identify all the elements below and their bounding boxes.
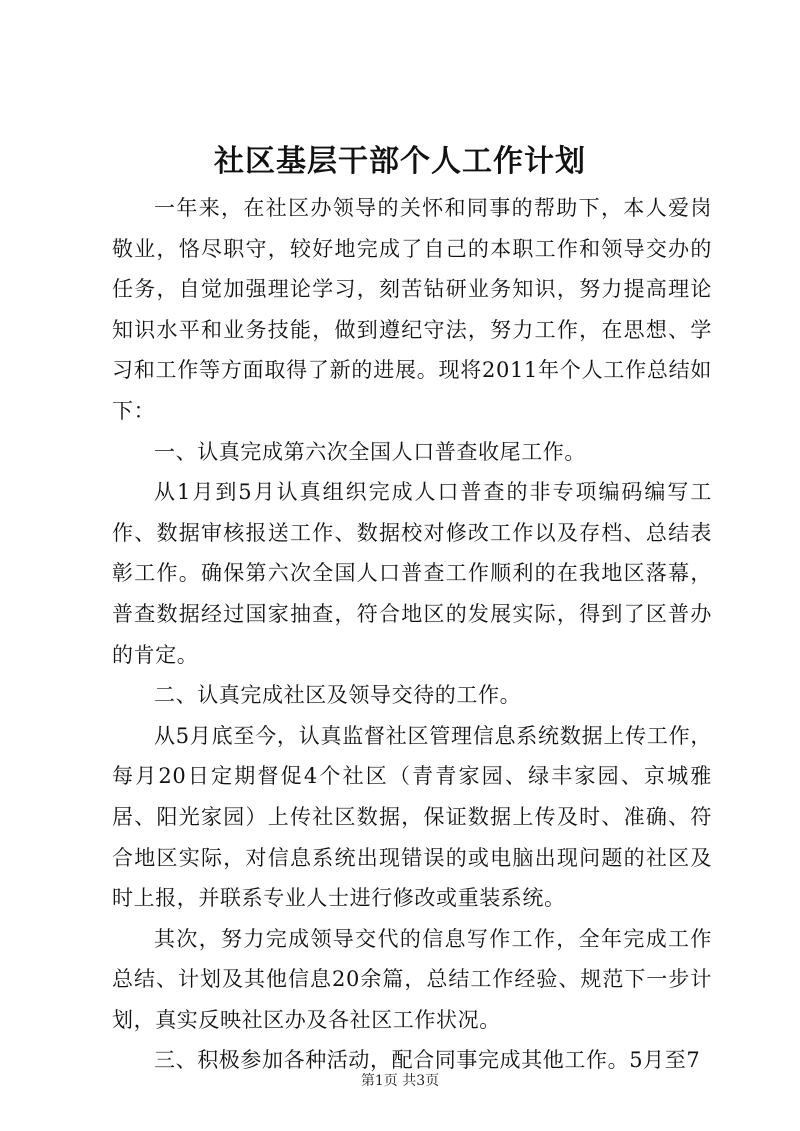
document-body	[112, 188, 712, 1081]
section-heading-1: 一、认真完成第六次全国人口普查收尾工作。	[154, 439, 586, 464]
section-heading-3: 三、积极参加各种活动，配合同事完成其他工作。5月至7	[154, 1048, 701, 1073]
paragraph-data-upload: 从5月底至今，认真监督社区管理信息系统数据上传工作，每月20日定期督促4个社区（青青家园、绿丰家园、京城雅居、阳光家园）上传社区数据，保证数据上传及时、准确、符合地区实际，对信息系统出现错误的或电脑出现问题的社区及时上报，并联系专业人士进行修改或重装系统。	[112, 723, 712, 911]
section-heading-2: 二、认真完成社区及领导交待的工作。	[154, 683, 522, 708]
paragraph-census: 从1月到5月认真组织完成人口普查的非专项编码编写工作、数据审核报送工作、数据校对修改工作以及存档、总结表彰工作。确保第六次全国人口普查工作顺利的在我地区落幕，普查数据经过国家抽查，符合地区的发展实际，得到了区普办的肯定。	[112, 480, 712, 667]
document-title: 社区基层干部个人工作计划	[214, 144, 586, 179]
paragraph-writing: 其次，努力完成领导交代的信息写作工作，全年完成工作总结、计划及其他信息20余篇，总结工作经验、规范下一步计划，真实反映社区办及各社区工作状况。	[112, 926, 712, 1032]
page-footer: 第1页 共3页	[360, 1073, 440, 1089]
paragraph-intro: 一年来，在社区办领导的关怀和同事的帮助下，本人爱岗敬业，恪尽职守，较好地完成了自己的本职工作和领导交办的任务，自觉加强理论学习，刻苦钻研业务知识，努力提高理论知识水平和业务技能，做到遵纪守法，努力工作，在思想、学习和工作等方面取得了新的进展。现将2011年个人工作总结如下：	[112, 196, 712, 423]
